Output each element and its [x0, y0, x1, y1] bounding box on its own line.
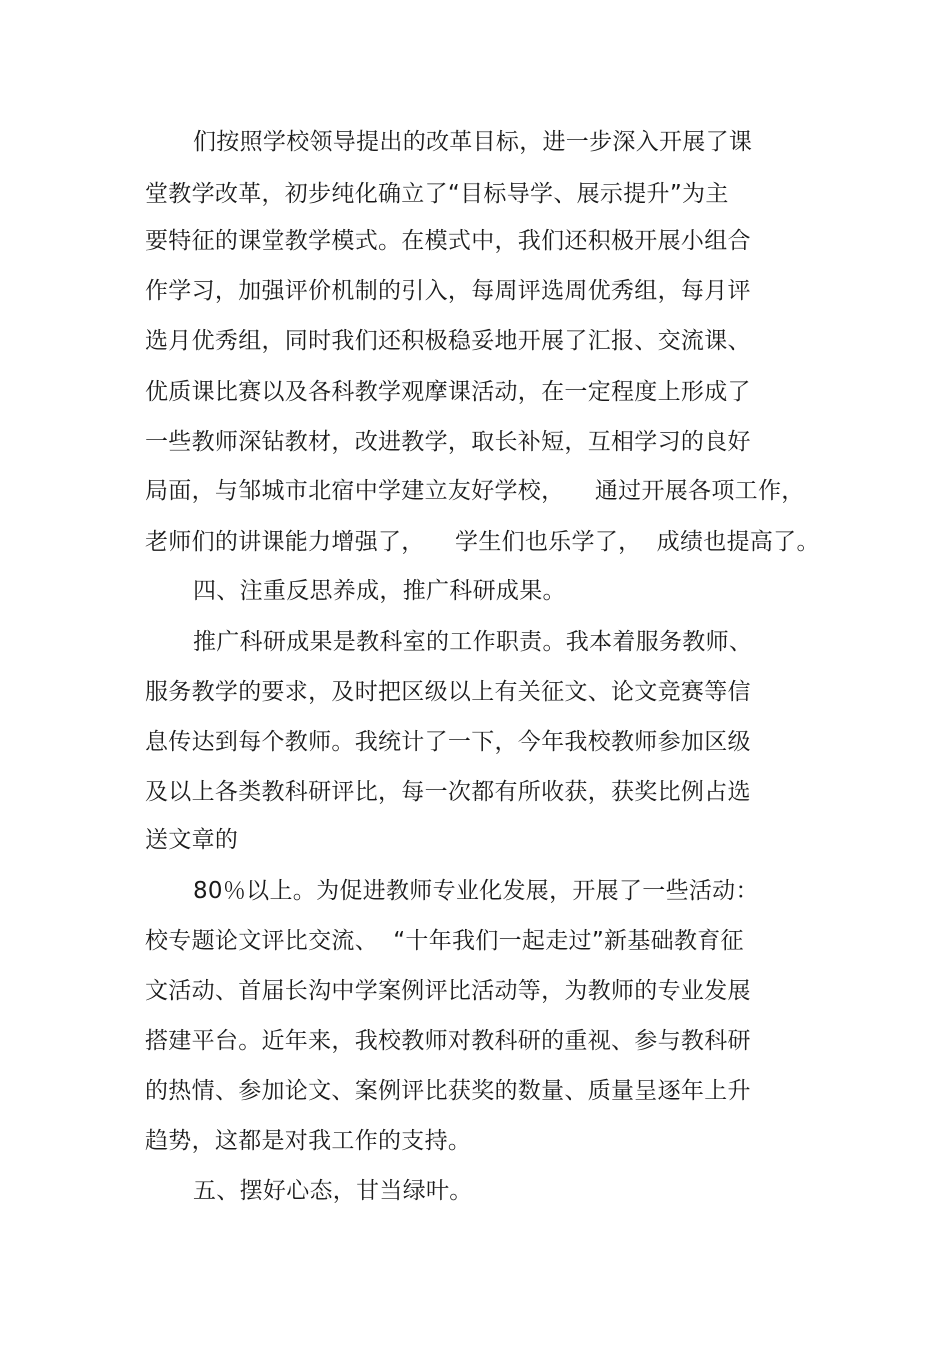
text-line-1: 们按照学校领导提出的改革目标，进一步深入开展了课 — [193, 129, 753, 155]
text-line-4: 作学习，加强评价机制的引入，每周评选周优秀组，每月评 — [145, 278, 751, 304]
text-line-8: 局面，与邹城市北宿中学建立友好学校， 通过开展各项工作， — [145, 478, 805, 504]
text-line-14: 及以上各类教科研评比，每一次都有所收获，获奖比例占选 — [145, 779, 751, 805]
section-heading-4: 四、注重反思养成，推广科研成果。 — [193, 578, 566, 604]
text-line-16: 80％以上。为促进教师专业化发展，开展了一些活动： — [193, 878, 759, 904]
text-line-18: 文活动、首届长沟中学案例评比活动等，为教师的专业发展 — [145, 978, 751, 1004]
text-line-9: 老师们的讲课能力增强了， 学生们也乐学了， 成绩也提高了。 — [145, 529, 820, 555]
text-line-11: 推广科研成果是教科室的工作职责。我本着服务教师、 — [193, 629, 753, 655]
text-line-5: 选月优秀组，同时我们还积极稳妥地开展了汇报、交流课、 — [145, 328, 751, 354]
text-line-6: 优质课比赛以及各科教学观摩课活动，在一定程度上形成了 — [145, 379, 751, 405]
text-line-17: 校专题论文评比交流、 “十年我们一起走过”新基础教育征 — [145, 928, 744, 954]
text-line-3: 要特征的课堂教学模式。在模式中，我们还积极开展小组合 — [145, 228, 751, 254]
section-heading-5: 五、摆好心态，甘当绿叶。 — [193, 1178, 473, 1204]
text-line-15: 送文章的 — [145, 827, 239, 853]
text-line-21: 趋势，这都是对我工作的支持。 — [145, 1128, 472, 1154]
text-line-12: 服务教学的要求，及时把区级以上有关征文、论文竞赛等信 — [145, 679, 751, 705]
text-line-19: 搭建平台。近年来，我校教师对教科研的重视、参与教科研 — [145, 1028, 751, 1054]
text-line-20: 的热情、参加论文、案例评比获奖的数量、质量呈逐年上升 — [145, 1078, 751, 1104]
text-line-7: 一些教师深钻教材，改进教学，取长补短，互相学习的良好 — [145, 429, 751, 455]
text-line-13: 息传达到每个教师。我统计了一下，今年我校教师参加区级 — [145, 729, 751, 755]
text-line-2: 堂教学改革，初步纯化确立了“目标导学、展示提升”为主 — [145, 181, 729, 207]
